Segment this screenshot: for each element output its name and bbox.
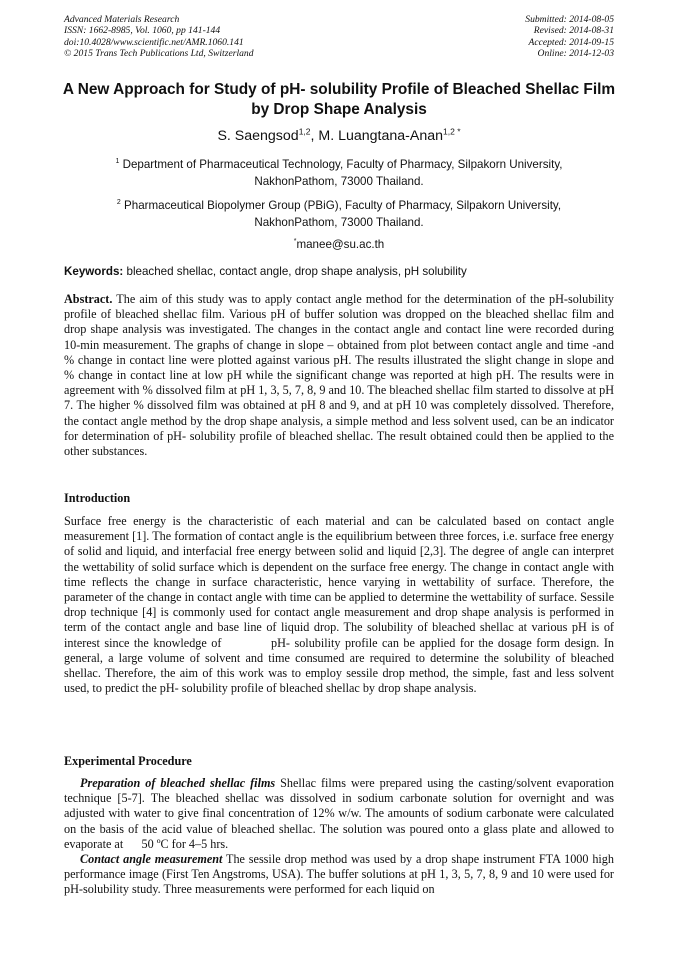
keywords-label: Keywords: <box>64 265 124 278</box>
date-online: Online: 2014-12-03 <box>537 48 614 60</box>
journal-issn: ISSN: 1662-8985, Vol. 1060, pp 141-144 <box>64 25 221 37</box>
experimental-paragraph-2 <box>64 852 614 898</box>
paper-title: A New Approach for Study of pH- solubility Profile of Bleached Shellac Film by Drop Shape Analysis <box>62 81 616 118</box>
keywords-text: bleached shellac, contact angle, drop shape analysis, pH solubility <box>123 265 467 278</box>
author-name: S. Saengsod <box>217 128 299 144</box>
affiliation-mark: 2 <box>116 199 121 207</box>
abstract <box>64 292 614 459</box>
paragraph-text: The sessile drop method was used by a drop shape instrument FTA 1000 high performance image (First Ten Angstroms, USA). The buffer solutions at pH 1, 3, 5, 7, 8, 9 and 10 were used for pH-solubility study. Three measurements were performed for each liquid on <box>64 852 614 897</box>
section-heading-introduction: Introduction <box>64 491 131 505</box>
affiliation-2 <box>80 197 598 231</box>
journal-header-right <box>525 14 614 60</box>
affiliation-text: Pharmaceutical Biopolymer Group (PBiG), Faculty of Pharmacy, Silpakorn University, NakhonPathom, 73000 Thailand. <box>124 199 562 229</box>
section-heading-experimental: Experimental Procedure <box>64 754 192 768</box>
author-list <box>52 127 626 145</box>
author-affiliation-mark: 1,2 <box>298 126 311 137</box>
runin-heading: Contact angle measurement <box>80 852 223 867</box>
abstract-label: Abstract. <box>64 292 113 306</box>
author-name: M. Luangtana-Anan <box>318 128 444 144</box>
author-affiliation-mark: 1,2 * <box>443 126 461 137</box>
email-address[interactable]: manee@su.ac.th <box>296 238 385 251</box>
author-separator: , <box>310 128 319 144</box>
journal-copyright: © 2015 Trans Tech Publications Ltd, Switzerland <box>64 48 254 60</box>
runin-heading: Preparation of bleached shellac films <box>80 776 276 790</box>
journal-doi: doi:10.4028/www.scientific.net/AMR.1060.141 <box>64 36 244 48</box>
journal-name: Advanced Materials Research <box>64 14 180 25</box>
affiliation-text: Department of Pharmaceutical Technology, Faculty of Pharmacy, Silpakorn University, NakhonPathom, 73000 Thailand. <box>122 158 563 188</box>
keywords <box>64 264 614 279</box>
affiliation-mark: 1 <box>115 158 120 166</box>
journal-header-left <box>64 14 254 60</box>
abstract-text: The aim of this study was to apply contact angle method for the determination of the pH-solubility profile of bleached shellac film. Various pH of buffer solution was dropped on the bleached shellac film and drop shape analysis was investigated. The changes in the contact angle and contact line were recorded during 10-min measurement. The graphs of change in slope – obtained from plot between contact angle and time -and % change in contact line were plotted against various pH. The results illustrated the slight change in slope and % change in contact line at low pH while the significant change was reported at high pH. The results were in agreement with % dissolved film at pH 1, 3, 5, 7, 8, 9 and 10. The bleached shellac film started to dissolve at pH 7. The higher % dissolved film was obtained at pH 8 and 9, and at pH 10 was completely dissolved. Therefore, the contact angle method by the drop shape analysis, a simple method and less solvent used, can be an indicator for determination of pH- solubility profile of bleached shellac. The result obtained could then be applied to the other substances. <box>64 292 614 459</box>
date-revised: Revised: 2014-08-31 <box>533 25 614 37</box>
corresponding-mark: * <box>293 238 297 246</box>
corresponding-email <box>52 237 626 253</box>
date-accepted: Accepted: 2014-09-15 <box>528 36 614 48</box>
experimental-section <box>64 776 618 898</box>
affiliation-1 <box>80 156 598 190</box>
paragraph-text: Shellac films were prepared using the casting/solvent evaporation technique [5-7]. The bleached shellac was dissolved in sodium carbonate solution for overnight and was adjusted with water to give final concentration of 12% w/w. The amounts of sodium carbonate were calculated on the basis of the acid value of bleached shellac. The solution was poured onto a glass plate and allowed to evaporate at 50 ºC for 4–5 hrs. <box>64 776 618 851</box>
experimental-paragraph-1 <box>64 776 618 852</box>
introduction-paragraph: Surface free energy is the characteristic of each material and can be calculated based on contact angle measurement [1]. The formation of contact angle is the equilibrium between three forces, i.e. surface free energy of solid and liquid, and interfacial free energy between solid and liquid [2,3]. The degree of angle can interpret the wettability of solid surface which is dependent on the surface free energy. The change in contact angle with time reflects the change in surface characteristic, hence varying in wettability of surface. Therefore, the parameter of the change in contact angle with time can be applied to determine the wettability of surface. Sessile drop technique [4] is commonly used for contact angle measurement and drop shape analysis is performed in term of the contact angle and base line of liquid drop. The solubility of bleached shellac at various pH is of interest since the knowledge of pH- solubility profile can be applied for the dosage form design. In general, a large volume of solvent and time consumed are required to determine the solubility of bleached shellac. Therefore, the aim of this work was to employ sessile drop method, the simple, fast and less solvent used, to predict the pH- solubility profile of bleached shellac by drop shape analysis. <box>64 514 618 696</box>
date-submitted: Submitted: 2014-08-05 <box>525 14 614 25</box>
